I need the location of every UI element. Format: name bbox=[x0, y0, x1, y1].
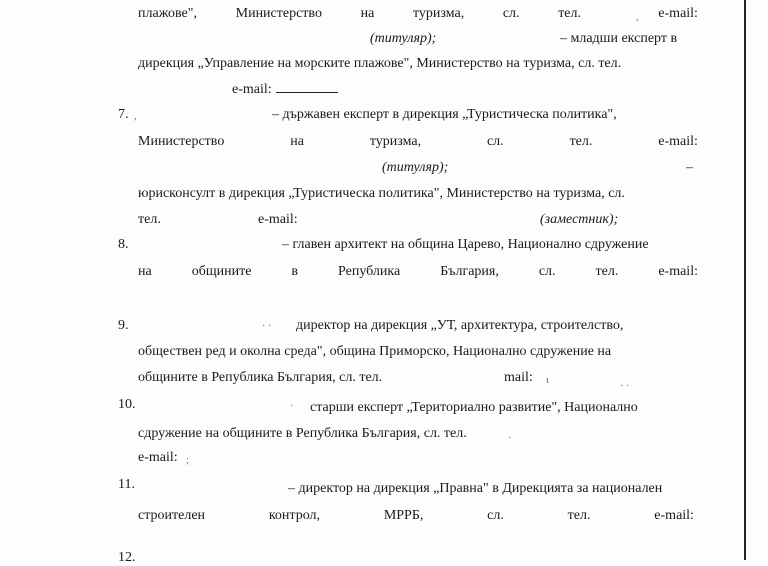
text-line: – младши експерт в bbox=[560, 31, 678, 46]
item-number: 7. bbox=[118, 107, 129, 122]
item-number: 12. bbox=[118, 550, 136, 565]
text-line bbox=[138, 6, 698, 22]
text-line: e-mail: bbox=[232, 82, 338, 98]
word: Министерство bbox=[235, 6, 322, 21]
text-line: сдружение на общините в Република България, сл. тел. bbox=[138, 426, 467, 441]
item-number: 10. bbox=[118, 397, 136, 412]
text-line: обществен ред и околна среда", община Приморско, Национално сдружение на bbox=[138, 344, 612, 359]
item-number: 8. bbox=[118, 237, 129, 252]
page-edge bbox=[744, 0, 746, 560]
text-line: – държавен експерт в дирекция „Туристическа политика", bbox=[272, 107, 617, 122]
text-line: тел. bbox=[138, 212, 161, 227]
text-line: – директор на дирекция „Правна" в Дирекцията за национален bbox=[288, 481, 663, 496]
word: e-mail: bbox=[658, 6, 698, 21]
text-line: e-mail: bbox=[138, 450, 178, 465]
redaction-speck: · bbox=[508, 433, 512, 444]
text-line: (титуляр); bbox=[370, 31, 437, 46]
text-line: (заместник); bbox=[540, 212, 619, 227]
word: тел. bbox=[558, 6, 582, 21]
word: на bbox=[360, 6, 375, 21]
word: туризма, bbox=[412, 6, 465, 21]
text-line: Министерство на туризма, сл. тел. e-mail: bbox=[138, 134, 698, 149]
redaction-speck: , bbox=[636, 12, 639, 23]
redaction-speck: · · bbox=[620, 381, 630, 392]
text-line: дирекция „Управление на морските плажове", Министерство на туризма, сл. тел. bbox=[138, 56, 622, 71]
text-line: юрисконсулт в дирекция „Туристическа политика", Министерство на туризма, сл. bbox=[138, 186, 625, 201]
redaction-speck: , bbox=[134, 111, 137, 122]
redaction-speck: ι bbox=[546, 375, 549, 386]
underline-blank bbox=[276, 82, 338, 93]
redaction-speck: · · bbox=[262, 321, 272, 332]
text-line: на общините в Република България, сл. тел. e-mail: bbox=[138, 264, 698, 279]
text-line: mail: bbox=[504, 370, 533, 385]
item-number: 11. bbox=[118, 477, 135, 492]
redaction-speck: · bbox=[290, 401, 294, 412]
text-line: e-mail: bbox=[258, 212, 298, 227]
text-line: общините в Република България, сл. тел. bbox=[138, 370, 383, 385]
text-line: старши експерт „Териториално развитие", Национално bbox=[310, 400, 638, 415]
word: плажове", bbox=[138, 6, 197, 21]
text-line: директор на дирекция „УТ, архитектура, строителство, bbox=[296, 318, 624, 333]
text-line: – bbox=[686, 160, 693, 175]
text-line: – главен архитект на община Царево, Национално сдружение bbox=[282, 237, 649, 252]
text-line: (титуляр); bbox=[382, 160, 449, 175]
text-line: строителен контрол, МРРБ, сл. тел. e-mail: bbox=[138, 508, 694, 523]
redaction-speck: ; bbox=[186, 455, 189, 466]
item-number: 9. bbox=[118, 318, 129, 333]
word: сл. bbox=[502, 6, 520, 21]
